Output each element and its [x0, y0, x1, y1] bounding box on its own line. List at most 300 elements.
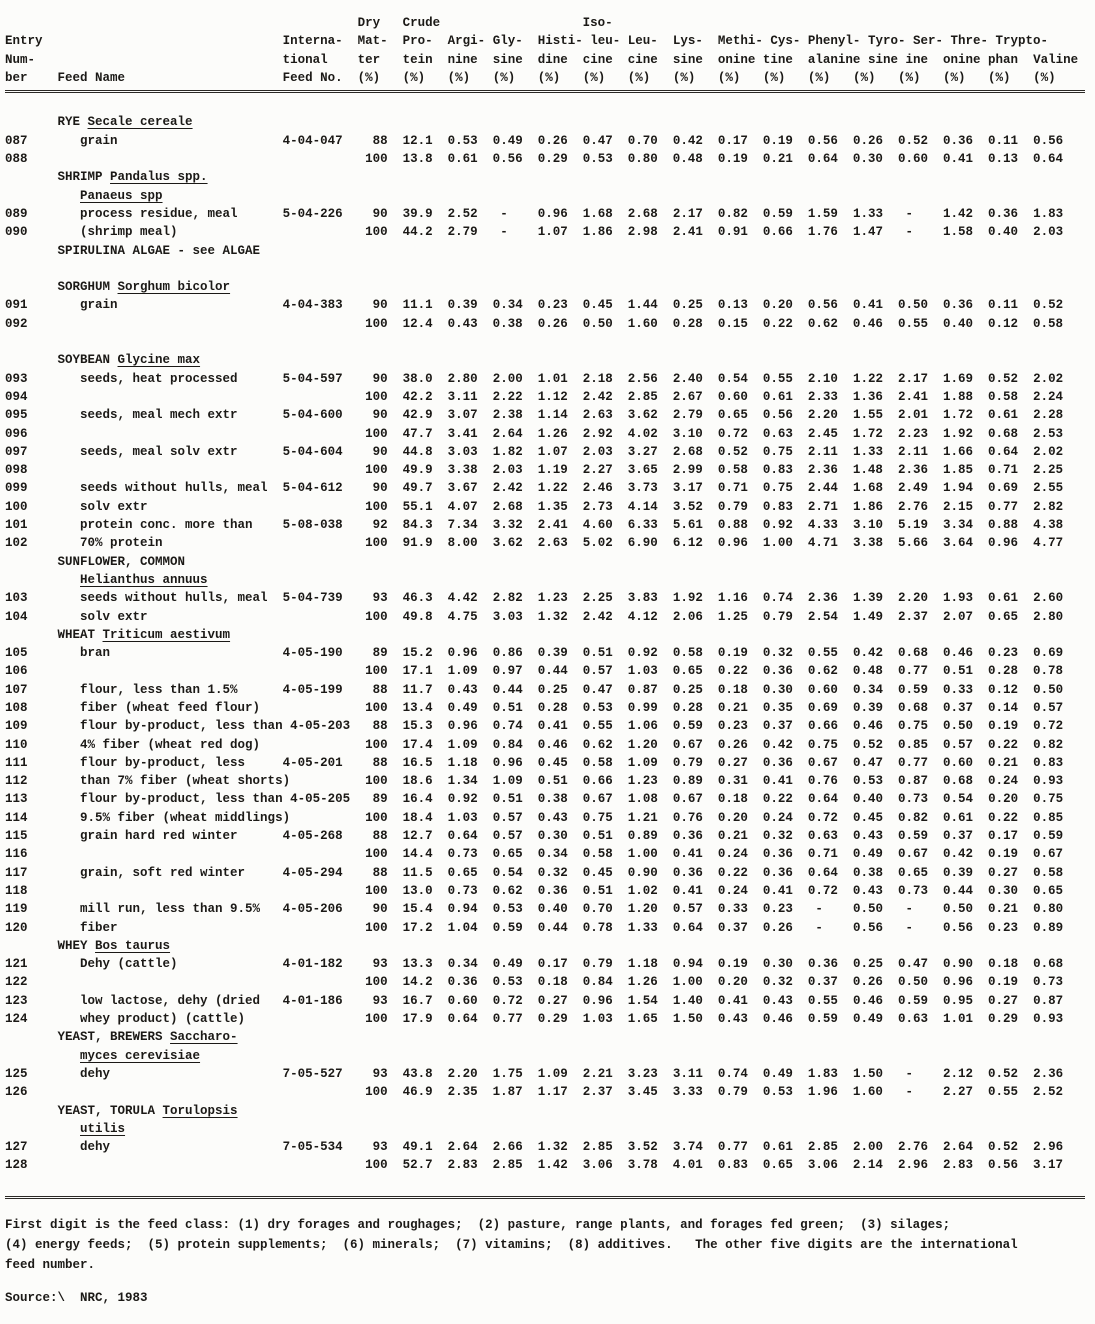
cell-phe: 0.36 [807, 957, 838, 972]
cell-cp: 13.0 [402, 883, 433, 898]
cell-val: 2.25 [1033, 463, 1064, 478]
section-title: myces cerevisiae [80, 1048, 201, 1063]
cell-cys: 0.20 [762, 298, 793, 313]
cell-cp: 15.2 [402, 646, 433, 661]
cell-dm: 93 [372, 1066, 388, 1081]
cell-val: 2.82 [1033, 499, 1064, 514]
cell-lys: 0.58 [672, 646, 703, 661]
cell-ser: 5.66 [897, 536, 928, 551]
cell-ile: 1.03 [582, 1012, 613, 1027]
cell-lys: 0.89 [672, 774, 703, 789]
cell-leu: 1.21 [627, 810, 658, 825]
col-header-cys: tine [762, 52, 793, 67]
feed-name: fiber (wheat feed flour) [80, 700, 261, 715]
table-row [5, 973, 1089, 991]
cell-leu: 1.44 [627, 298, 658, 313]
cell-phe: 1.59 [807, 206, 838, 221]
entry-number: 099 [5, 481, 28, 496]
cell-tyr: 0.56 [852, 920, 883, 935]
cell-trp: 0.18 [988, 957, 1019, 972]
cell-ile: 0.58 [582, 847, 613, 862]
entry-number: 109 [5, 719, 28, 734]
cell-dm: 100 [365, 1158, 388, 1173]
entry-number: 090 [5, 225, 28, 240]
table-row [5, 1065, 1089, 1083]
cell-met: 0.74 [717, 1066, 748, 1081]
cell-gly: 0.72 [492, 993, 523, 1008]
table-row [5, 754, 1089, 772]
col-header-his: Histi- [537, 34, 583, 49]
cell-tyr: 0.53 [852, 774, 883, 789]
cell-ser: 2.36 [897, 463, 928, 478]
cell-cys: 0.26 [762, 920, 793, 935]
section-title: RYE [57, 115, 88, 130]
cell-tyr: 0.25 [852, 957, 883, 972]
section-heading [5, 553, 1089, 571]
cell-leu: 0.70 [627, 133, 658, 148]
cell-thr: 1.58 [943, 225, 974, 240]
cell-cys: 0.61 [762, 1140, 793, 1155]
cell-val: 0.58 [1033, 865, 1064, 880]
cell-met: 0.43 [717, 1012, 748, 1027]
cell-cp: 38.0 [402, 371, 433, 386]
cell-val: 4.38 [1033, 518, 1064, 533]
cell-trp: 0.77 [988, 499, 1019, 514]
cell-cys: 1.00 [762, 536, 793, 551]
cell-arg: 1.34 [447, 774, 478, 789]
cell-leu: 2.56 [627, 371, 658, 386]
table-row [5, 662, 1089, 680]
section-title: YEAST, TORULA [57, 1103, 163, 1118]
cell-trp: 0.27 [988, 993, 1019, 1008]
cell-trp: 0.12 [988, 682, 1019, 697]
cell-val: 0.56 [1033, 133, 1064, 148]
cell-ile: 0.47 [582, 133, 613, 148]
cell-ser: 2.23 [897, 426, 928, 441]
cell-lys: 0.57 [672, 902, 703, 917]
cell-lys: 2.67 [672, 389, 703, 404]
cell-gly: 0.34 [492, 298, 523, 313]
cell-dm: 90 [372, 408, 388, 423]
section-title: Pandalus spp. [110, 170, 208, 185]
cell-arg: 0.49 [447, 700, 478, 715]
feed-name: whey product) (cattle) [80, 1012, 246, 1027]
table-row [5, 608, 1089, 626]
cell-thr: 3.34 [943, 518, 974, 533]
cell-met: 0.19 [717, 957, 748, 972]
cell-ser: 2.01 [897, 408, 928, 423]
cell-met: 0.77 [717, 1140, 748, 1155]
cell-val: 2.55 [1033, 481, 1064, 496]
cell-thr: 0.36 [943, 133, 974, 148]
table-row [5, 388, 1089, 406]
col-header-ser: ine [905, 52, 928, 67]
cell-cys: 0.42 [762, 737, 793, 752]
cell-his: 1.23 [537, 591, 568, 606]
cell-his: 0.26 [537, 133, 568, 148]
cell-cp: 12.7 [402, 829, 433, 844]
feed-name: grain hard red winter [80, 829, 238, 844]
cell-cp: 42.9 [402, 408, 433, 423]
cell-arg: 0.73 [447, 847, 478, 862]
cell-gly: - [500, 225, 508, 240]
feed-number: 4-01-186 [282, 993, 343, 1008]
cell-dm: 93 [372, 1140, 388, 1155]
cell-gly: 2.42 [492, 481, 523, 496]
cell-val: 0.68 [1033, 957, 1064, 972]
cell-gly: 1.75 [492, 1066, 523, 1081]
entry-number: 095 [5, 408, 28, 423]
col-header-entry: Entry [5, 34, 43, 49]
cell-cp: 18.4 [402, 810, 433, 825]
cell-trp: 0.71 [988, 463, 1019, 478]
cell-cp: 16.4 [402, 792, 433, 807]
cell-leu: 1.26 [627, 975, 658, 990]
cell-cp: 17.9 [402, 1012, 433, 1027]
cell-lys: 0.48 [672, 152, 703, 167]
cell-tyr: 0.34 [852, 682, 883, 697]
cell-tyr: 0.49 [852, 1012, 883, 1027]
cell-ile: 2.85 [582, 1140, 613, 1155]
cell-ile: 2.92 [582, 426, 613, 441]
cell-his: 0.44 [537, 920, 568, 935]
cell-gly: 2.68 [492, 499, 523, 514]
cell-val: 0.75 [1033, 792, 1064, 807]
cell-met: 0.23 [717, 719, 748, 734]
cell-dm: 100 [365, 774, 388, 789]
section-heading [5, 571, 1089, 589]
cell-trp: 0.36 [988, 206, 1019, 221]
cell-val: 3.17 [1033, 1158, 1064, 1173]
cell-gly: 2.64 [492, 426, 523, 441]
cell-thr: 0.60 [943, 755, 974, 770]
cell-phe: - [815, 902, 823, 917]
cell-val: 0.78 [1033, 664, 1064, 679]
entry-number: 124 [5, 1012, 28, 1027]
cell-dm: 100 [365, 1085, 388, 1100]
cell-ile: 3.06 [582, 1158, 613, 1173]
cell-gly: 0.57 [492, 810, 523, 825]
cell-leu: 0.87 [627, 682, 658, 697]
cell-arg: 1.09 [447, 664, 478, 679]
cell-leu: 2.98 [627, 225, 658, 240]
cell-dm: 100 [365, 225, 388, 240]
feed-name: 4% fiber (wheat red dog) [80, 737, 261, 752]
cell-tyr: 0.46 [852, 719, 883, 734]
cell-his: 1.12 [537, 389, 568, 404]
cell-lys: 0.65 [672, 664, 703, 679]
cell-leu: 3.23 [627, 1066, 658, 1081]
cell-arg: 0.36 [447, 975, 478, 990]
feed-name: seeds, meal mech extr [80, 408, 238, 423]
cell-met: 0.37 [717, 920, 748, 935]
cell-arg: 2.64 [447, 1140, 478, 1155]
cell-leu: 0.89 [627, 829, 658, 844]
table-row [5, 443, 1089, 461]
cell-his: 0.27 [537, 993, 568, 1008]
cell-val: 0.83 [1033, 755, 1064, 770]
table-row [5, 644, 1089, 662]
cell-leu: 4.12 [627, 609, 658, 624]
cell-phe: 4.71 [807, 536, 838, 551]
cell-dm: 100 [365, 810, 388, 825]
cell-dm: 100 [365, 499, 388, 514]
section-title: YEAST, BREWERS [57, 1030, 171, 1045]
cell-lys: 0.67 [672, 792, 703, 807]
cell-leu: 1.03 [627, 664, 658, 679]
cell-cp: 12.4 [402, 316, 433, 331]
col-header-leu: cine [627, 52, 658, 67]
cell-met: 0.71 [717, 481, 748, 496]
feed-number: 4-05-201 [282, 755, 343, 770]
cell-dm: 100 [365, 316, 388, 331]
cell-dm: 88 [372, 755, 388, 770]
cell-cys: 0.21 [762, 152, 793, 167]
cell-phe: 1.83 [807, 1066, 838, 1081]
section-heading [5, 1028, 1089, 1046]
entry-number: 122 [5, 975, 28, 990]
feed-name: dehy [80, 1140, 111, 1155]
cell-val: 4.77 [1033, 536, 1064, 551]
cell-trp: 0.19 [988, 847, 1019, 862]
header-row [5, 14, 1089, 32]
section-heading [5, 351, 1089, 369]
cell-ile: 0.79 [582, 957, 613, 972]
cell-gly: 2.22 [492, 389, 523, 404]
cell-tyr: 0.48 [852, 664, 883, 679]
cell-trp: 0.19 [988, 975, 1019, 990]
cell-val: 0.89 [1033, 920, 1064, 935]
cell-cp: 11.7 [402, 682, 433, 697]
cell-arg: 2.79 [447, 225, 478, 240]
cell-gly: 0.49 [492, 957, 523, 972]
col-header-cp: Crude [402, 16, 441, 30]
cell-arg: 0.73 [447, 883, 478, 898]
cell-lys: 0.76 [672, 810, 703, 825]
cell-ser: 2.49 [897, 481, 928, 496]
blank-line [5, 260, 1089, 278]
section-heading [5, 1102, 1089, 1120]
cell-his: 1.22 [537, 481, 568, 496]
cell-his: 1.32 [537, 1140, 568, 1155]
cell-trp: 0.68 [988, 426, 1019, 441]
entry-number: 113 [5, 792, 28, 807]
feed-number: 5-08-038 [282, 518, 343, 533]
feed-name: solv extr [80, 609, 148, 624]
cell-val: 2.03 [1033, 225, 1064, 240]
cell-ser: 0.65 [897, 865, 928, 880]
cell-met: 0.13 [717, 298, 748, 313]
cell-trp: 0.55 [988, 1085, 1019, 1100]
cell-tyr: 0.52 [852, 737, 883, 752]
cell-thr: 0.46 [943, 646, 974, 661]
cell-dm: 90 [372, 902, 388, 917]
entry-number: 111 [5, 755, 28, 770]
cell-leu: 3.27 [627, 444, 658, 459]
cell-ser: 0.67 [897, 847, 928, 862]
cell-arg: 0.60 [447, 993, 478, 1008]
cell-his: 0.17 [537, 957, 568, 972]
cell-dm: 100 [365, 737, 388, 752]
cell-thr: 1.01 [943, 1012, 974, 1027]
entry-number: 120 [5, 920, 28, 935]
cell-ile: 0.51 [582, 646, 613, 661]
cell-cp: 17.1 [402, 664, 433, 679]
cell-val: 1.83 [1033, 206, 1064, 221]
cell-his: 0.43 [537, 810, 568, 825]
cell-ser: 2.37 [897, 609, 928, 624]
feed-name: dehy [80, 1066, 111, 1081]
entry-number: 127 [5, 1140, 28, 1155]
cell-leu: 3.52 [627, 1140, 658, 1155]
cell-cp: 91.9 [402, 536, 433, 551]
section-title: utilis [80, 1121, 126, 1136]
cell-leu: 1.09 [627, 755, 658, 770]
cell-dm: 92 [372, 518, 388, 533]
cell-thr: 1.42 [943, 206, 974, 221]
cell-leu: 1.65 [627, 1012, 658, 1027]
cell-cp: 17.2 [402, 920, 433, 935]
cell-thr: 0.40 [942, 316, 973, 331]
cell-arg: 7.34 [447, 518, 478, 533]
cell-dm: 100 [365, 883, 388, 898]
cell-tyr: 3.38 [852, 536, 883, 551]
section-heading [5, 1047, 1089, 1065]
cell-trp: 0.17 [988, 829, 1019, 844]
cell-ile: 5.02 [582, 536, 613, 551]
cell-trp: 0.19 [988, 719, 1019, 734]
cell-tyr: 1.49 [852, 609, 883, 624]
cell-dm: 100 [365, 426, 388, 441]
col-header-lys: sine [672, 52, 703, 67]
cell-arg: 3.03 [447, 444, 478, 459]
cell-gly: 0.77 [492, 1012, 523, 1027]
table-row [5, 479, 1089, 497]
cell-thr: 0.56 [943, 920, 974, 935]
cell-val: 0.64 [1033, 152, 1064, 167]
cell-tyr: 0.42 [852, 646, 883, 661]
table-row [5, 919, 1089, 937]
cell-thr: 0.44 [942, 883, 973, 898]
entry-number: 100 [5, 499, 28, 514]
cell-thr: 0.68 [943, 774, 974, 789]
cell-cys: 0.22 [762, 792, 793, 807]
entry-number: 093 [5, 371, 28, 386]
table-row [5, 132, 1089, 150]
section-heading [5, 242, 1089, 260]
feed-name: 9.5% fiber (wheat middlings) [80, 810, 291, 825]
cell-dm: 90 [372, 298, 388, 313]
col-header-feedno: Interna- [282, 34, 343, 49]
section-title: Helianthus annuus [80, 572, 208, 587]
entry-number: 094 [5, 389, 28, 404]
cell-ser: 0.47 [898, 957, 929, 972]
cell-phe: 0.76 [807, 774, 838, 789]
cell-cp: 16.7 [402, 993, 433, 1008]
cell-cp: 44.8 [402, 444, 433, 459]
section-title: WHEAT [57, 627, 103, 642]
cell-val: 2.60 [1033, 591, 1064, 606]
col-header-tyr: Tyro- [867, 34, 906, 49]
cell-cp: 49.8 [402, 609, 433, 624]
cell-met: 0.88 [717, 518, 748, 533]
entry-number: 117 [5, 865, 28, 880]
cell-arg: 2.20 [447, 1066, 478, 1081]
table-row [5, 223, 1089, 241]
feed-name: grain [80, 298, 118, 313]
cell-thr: 1.69 [943, 371, 974, 386]
cell-ile: 0.78 [582, 920, 613, 935]
cell-cys: 0.63 [762, 426, 793, 441]
cell-gly: 2.66 [492, 1140, 523, 1155]
header-row [5, 32, 1089, 50]
cell-met: 0.21 [717, 700, 748, 715]
cell-tyr: 0.49 [852, 847, 883, 862]
col-header-met: Methi- [717, 34, 763, 49]
table-row [5, 1083, 1089, 1101]
col-header-thr: Thre- [950, 34, 989, 49]
table-row [5, 717, 1089, 735]
table-row [5, 882, 1089, 900]
cell-ile: 0.51 [582, 883, 613, 898]
cell-lys: 4.01 [672, 1158, 703, 1173]
cell-trp: 0.52 [988, 1140, 1019, 1155]
cell-ser: 2.41 [897, 389, 928, 404]
cell-phe: 0.37 [807, 975, 838, 990]
feed-number: 4-05-268 [282, 829, 343, 844]
cell-dm: 90 [372, 371, 388, 386]
cell-his: 1.19 [537, 463, 568, 478]
cell-gly: 0.44 [492, 682, 523, 697]
cell-leu: 1.18 [627, 957, 658, 972]
cell-his: 0.51 [537, 774, 568, 789]
col-header-ser: (%) [897, 70, 921, 85]
cell-arg: 3.38 [447, 463, 478, 478]
cell-val: 0.72 [1033, 719, 1064, 734]
cell-ser: - [905, 206, 913, 221]
cell-thr: 2.27 [942, 1085, 973, 1100]
cell-trp: 0.61 [988, 591, 1019, 606]
cell-ser: 0.59 [897, 993, 928, 1008]
table-row [5, 955, 1089, 973]
entry-number: 108 [5, 700, 28, 715]
cell-ser: 2.17 [897, 371, 928, 386]
col-header-tyr: sine [867, 52, 898, 67]
footnote-line: First digit is the feed class: (1) dry forages and roughages; (2) pasture, range plants, and forages fed green; (3) silages; [5, 1218, 951, 1232]
col-header-entry: ber [5, 70, 28, 85]
cell-his: 0.30 [537, 829, 568, 844]
cell-trp: 0.14 [988, 700, 1019, 715]
table-row [5, 736, 1089, 754]
cell-val: 0.67 [1033, 847, 1064, 862]
cell-ile: 0.96 [582, 993, 613, 1008]
cell-val: 0.93 [1033, 774, 1064, 789]
cell-thr: 1.66 [943, 444, 974, 459]
cell-cys: 0.74 [762, 591, 793, 606]
section-heading [5, 113, 1089, 131]
cell-arg: 1.04 [447, 920, 478, 935]
cell-phe: 2.45 [807, 426, 838, 441]
feed-number: 4-01-182 [282, 957, 343, 972]
cell-gly: 0.86 [492, 646, 523, 661]
table-row [5, 845, 1089, 863]
cell-ile: 0.57 [582, 664, 613, 679]
cell-thr: 0.39 [943, 865, 974, 880]
cell-dm: 100 [365, 700, 388, 715]
col-header-arg: (%) [447, 70, 471, 85]
feed-number: 4-05-199 [282, 682, 343, 697]
table-row [5, 425, 1089, 443]
